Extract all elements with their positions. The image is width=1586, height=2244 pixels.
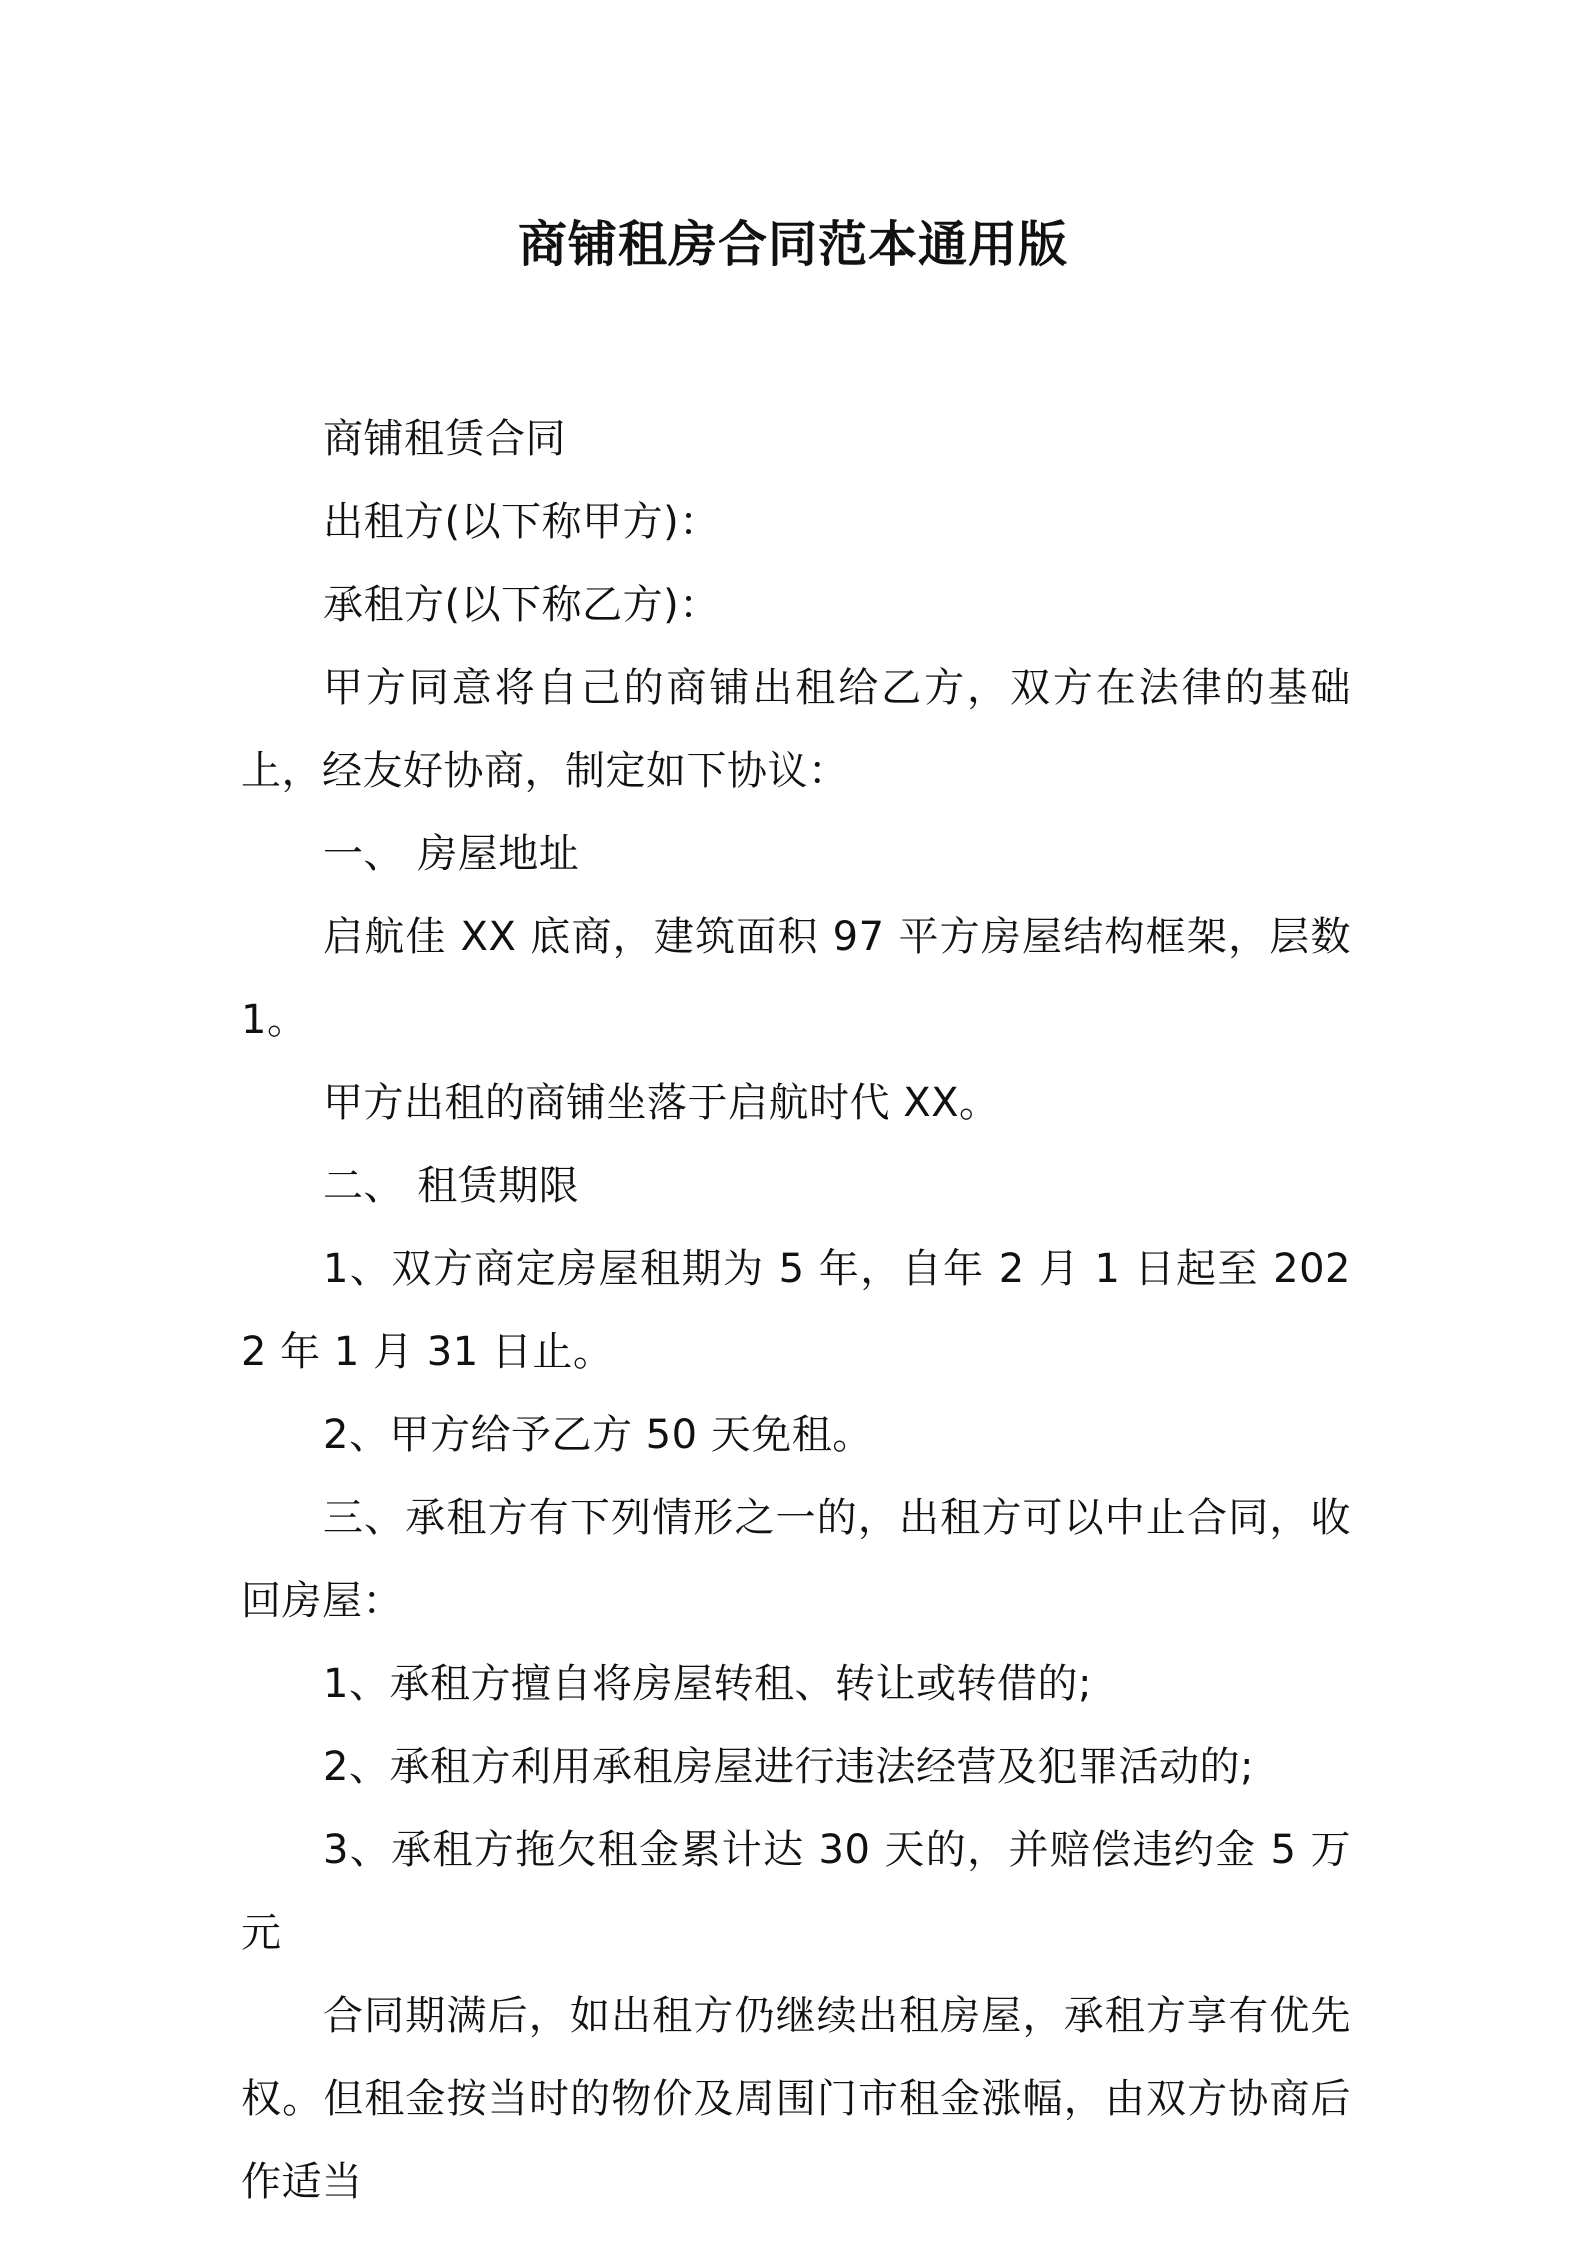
- paragraph-sublease-clause: 1、承租方擅自将房屋转租、转让或转借的;: [323, 1661, 1092, 1707]
- paragraph-agreement-intro: 甲方同意将自己的商铺出租给乙方，双方在法律的基础上，经友好协商，制定如下协议：: [241, 665, 1351, 794]
- section-heading-address: 一、 房屋地址: [323, 831, 580, 877]
- section-heading-lease-term: 二、 租赁期限: [323, 1163, 580, 1209]
- document-title: 商铺租房合同范本通用版: [517, 216, 1068, 273]
- section-heading-termination: 三、承租方有下列情形之一的，出租方可以中止合同，收回房屋：: [241, 1495, 1351, 1624]
- paragraph-illegal-use-clause: 2、承租方利用承租房屋进行违法经营及犯罪活动的;: [323, 1744, 1254, 1790]
- paragraph-lease-period: 1、双方商定房屋租期为 5 年，自年 2 月 1 日起至 2022 年 1 月 31 日止。: [241, 1246, 1351, 1375]
- paragraph-rent-free: 2、甲方给予乙方 50 天免租。: [323, 1412, 873, 1458]
- paragraph-renewal-priority: 合同期满后，如出租方仍继续出租房屋，承租方享有优先权。但租金按当时的物价及周围门市租金涨幅，由双方协商后作适当: [241, 1993, 1351, 2205]
- paragraph-lessor: 出租方(以下称甲方)：: [323, 499, 720, 545]
- paragraph-address-detail: 启航佳 XX 底商，建筑面积 97 平方房屋结构框架，层数 1。: [241, 914, 1351, 1043]
- paragraph-arrears-clause: 3、承租方拖欠租金累计达 30 天的，并赔偿违约金 5 万元: [241, 1827, 1351, 1956]
- document-body: [241, 398, 1351, 2224]
- paragraph-shop-location: 甲方出租的商铺坐落于启航时代 XX。: [323, 1080, 1000, 1126]
- paragraph-contract-heading: 商铺租赁合同: [323, 416, 566, 462]
- paragraph-lessee: 承租方(以下称乙方)：: [323, 582, 720, 628]
